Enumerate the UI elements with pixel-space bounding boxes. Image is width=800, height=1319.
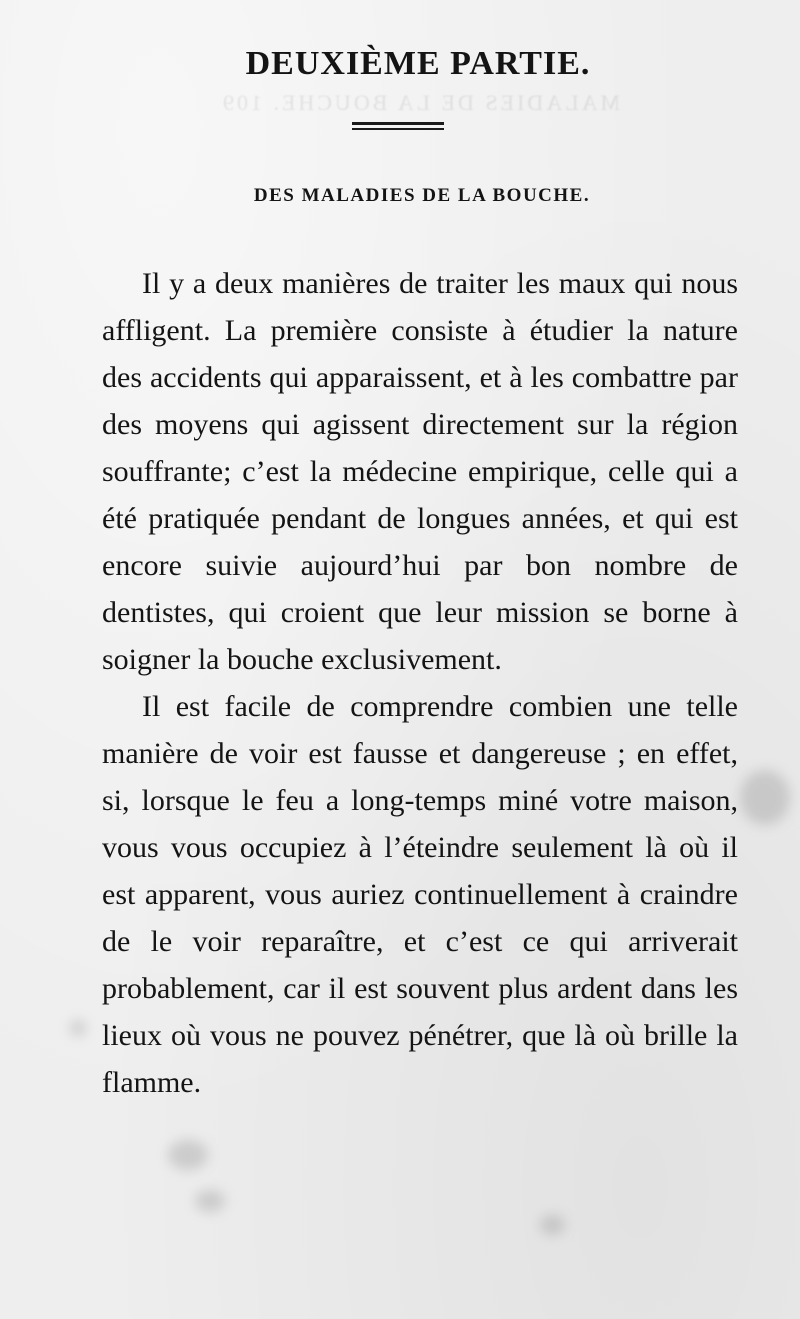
page-smudge: [70, 1020, 86, 1036]
bleed-through-header: MALADIES DE LA BOUCHE. 109: [219, 90, 621, 115]
body-text: [102, 260, 738, 1106]
paragraph: Il est facile de comprendre combien une telle manière de voir est fausse et dangereuse ; en effet, si, lorsque le feu a long-temps miné votre maison, vous vous occupiez à l’éteindre seulement là où il est apparent, vous auriez continuellement à craindre de le voir reparaître, et c’est ce qui arriverait probablement, car il est souvent plus ardent dans les lieux où vous ne pouvez pénétrer, que là où brille la flamme.: [102, 690, 738, 1099]
page-smudge: [740, 770, 790, 825]
section-title: DES MALADIES DE LA BOUCHE.: [253, 185, 591, 206]
rule-line: [352, 128, 444, 130]
page-smudge: [168, 1140, 208, 1170]
title-ornament-rule: [352, 122, 444, 133]
page-smudge: [540, 1215, 565, 1235]
paragraph: Il y a deux manières de traiter les maux qui nous affligent. La première consiste à étudier la nature des accidents qui apparaissent, et à les combattre par des moyens qui agissent directement sur la région souffrante; c’est la médecine empirique, celle qui a été pratiquée pendant de longues années, et qui est encore suivie aujourd’hui par bon nombre de dentistes, qui croient que leur mission se borne à soigner la bouche exclusivement.: [102, 267, 738, 676]
part-title: DEUXIÈME PARTIE.: [245, 45, 591, 82]
rule-line: [352, 122, 444, 125]
page-smudge: [195, 1190, 225, 1212]
